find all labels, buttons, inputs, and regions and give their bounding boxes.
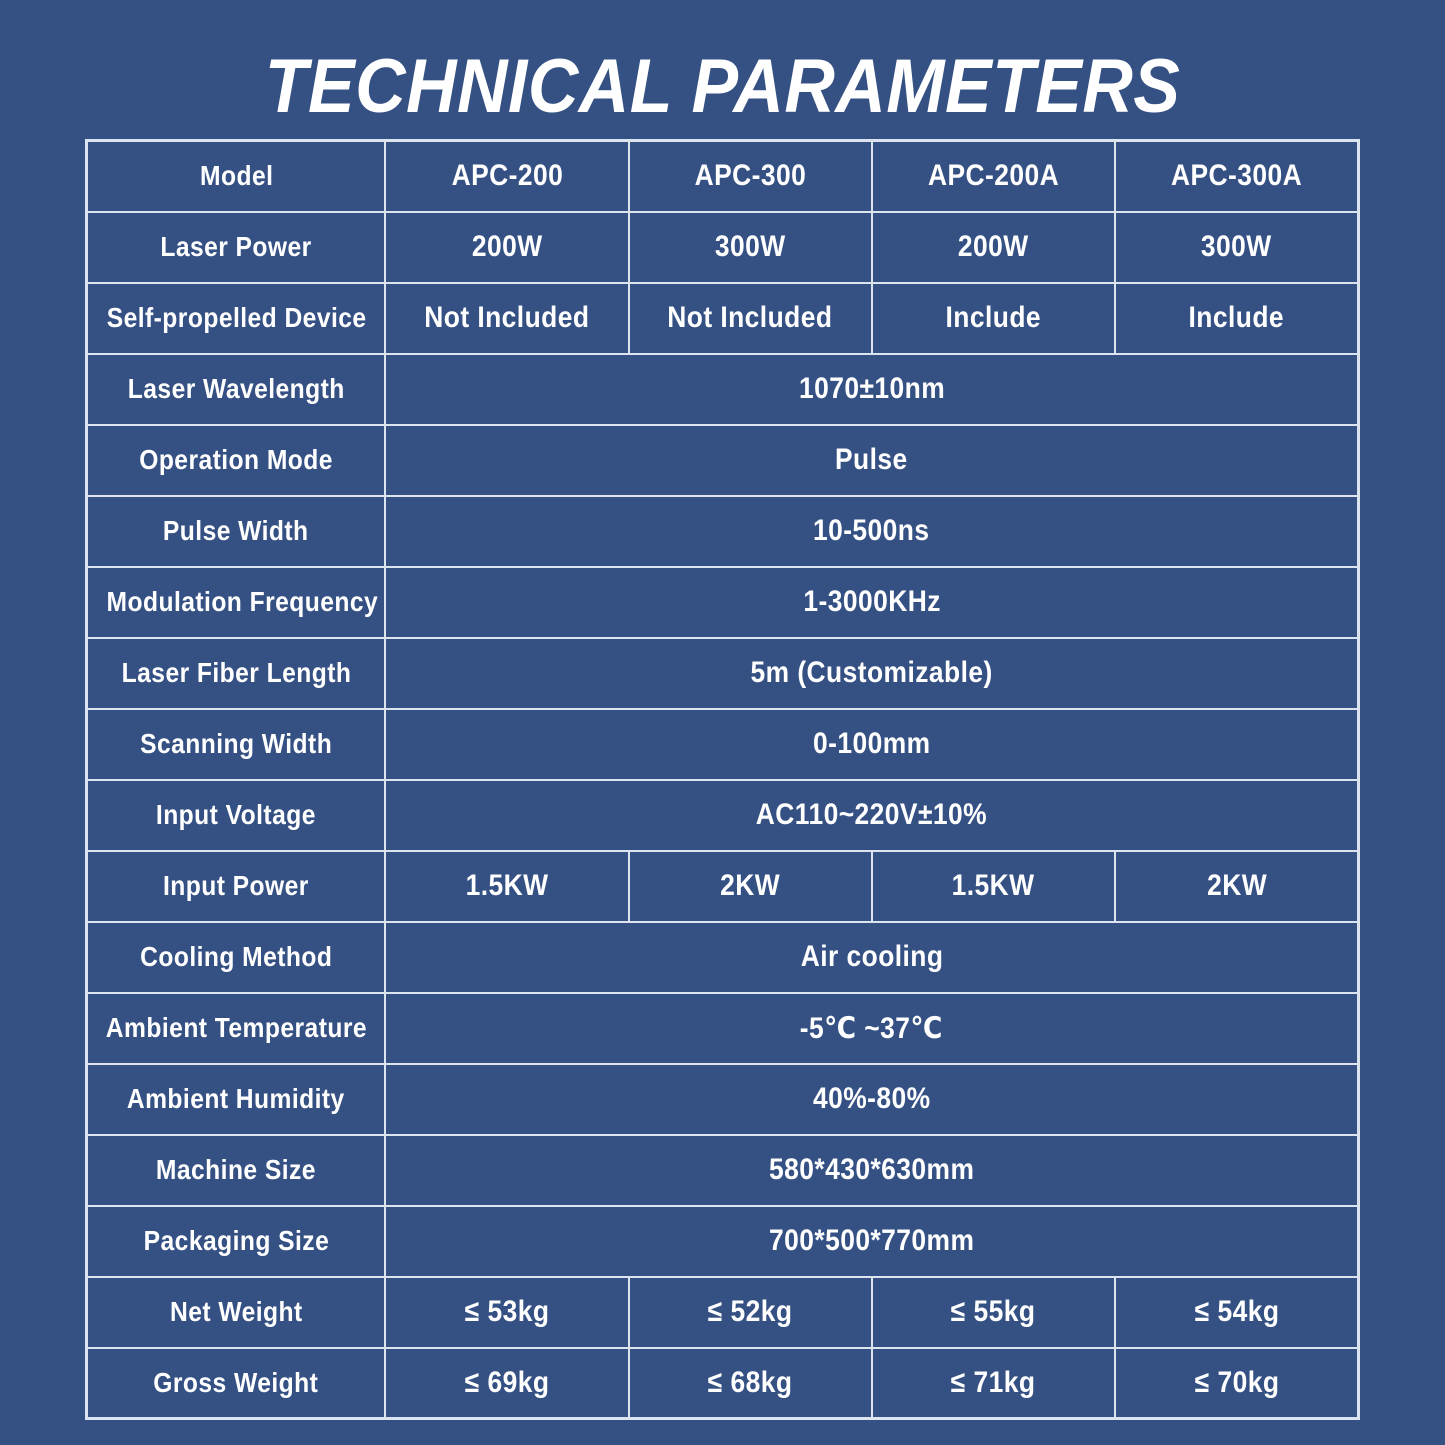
row-label: Gross Weight <box>153 1366 319 1398</box>
row-label: Self-propelled Device <box>106 302 367 333</box>
value-cell <box>1115 212 1358 283</box>
value-cell <box>872 851 1115 922</box>
row-label: Laser Fiber Length <box>121 657 352 688</box>
cell-value: Air cooling <box>800 940 944 973</box>
cell-value: 40%-80% <box>812 1082 931 1115</box>
value-cell <box>872 1348 1115 1419</box>
value-cell <box>629 851 872 922</box>
value-cell-span <box>385 780 1358 851</box>
row-label-cell <box>87 354 386 425</box>
cell-value: ≤ 71kg <box>951 1365 1036 1399</box>
value-cell-span <box>385 1206 1358 1277</box>
cell-value: 1-3000KHz <box>802 585 941 618</box>
row-label-cell <box>87 1135 386 1206</box>
value-cell-span <box>385 567 1358 638</box>
value-cell <box>385 283 628 354</box>
row-label: Model <box>199 160 273 192</box>
row-label-cell <box>87 1064 386 1135</box>
value-cell-span <box>385 1135 1358 1206</box>
row-label: Ambient Humidity <box>127 1083 346 1114</box>
row-label-cell <box>87 1206 386 1277</box>
row-label: Pulse Width <box>163 515 310 546</box>
model-cell <box>872 141 1115 212</box>
row-label: Modulation Frequency <box>106 586 379 617</box>
cell-value: APC-200 <box>451 159 563 193</box>
row-label-cell <box>87 425 386 496</box>
row-label: Packaging Size <box>143 1225 329 1256</box>
value-cell <box>385 851 628 922</box>
value-cell <box>872 1277 1115 1348</box>
row-label: Machine Size <box>156 1154 317 1185</box>
table-row <box>87 1348 1359 1419</box>
value-cell <box>629 212 872 283</box>
value-cell <box>385 212 628 283</box>
cell-value: ≤ 54kg <box>1194 1295 1279 1328</box>
row-label: Laser Wavelength <box>127 373 345 404</box>
table-header-row <box>87 141 1359 212</box>
value-cell <box>385 1277 628 1348</box>
cell-value: APC-300A <box>1171 159 1303 193</box>
table-row <box>87 1206 1359 1277</box>
cell-value: 200W <box>471 230 543 263</box>
value-cell <box>1115 851 1358 922</box>
cell-value: ≤ 55kg <box>951 1295 1036 1328</box>
cell-value: -5℃ ~37℃ <box>800 1011 944 1045</box>
row-label: Scanning Width <box>140 728 333 759</box>
value-cell <box>629 1348 872 1419</box>
cell-value: 200W <box>958 230 1029 263</box>
row-label-cell <box>87 1348 386 1419</box>
table-row <box>87 1277 1359 1348</box>
row-label: Cooling Method <box>140 941 333 972</box>
row-label: Input Voltage <box>156 799 317 830</box>
page-title <box>0 0 1445 139</box>
value-cell-span <box>385 354 1358 425</box>
row-label-cell <box>87 283 386 354</box>
value-cell <box>1115 1348 1358 1419</box>
cell-value: 2KW <box>1206 869 1267 902</box>
value-cell-span <box>385 496 1358 567</box>
cell-value: ≤ 52kg <box>707 1295 793 1328</box>
value-cell <box>872 283 1115 354</box>
table-row <box>87 780 1359 851</box>
cell-value: 300W <box>714 230 786 263</box>
row-label-cell <box>87 709 386 780</box>
cell-value: 580*430*630mm <box>769 1153 975 1186</box>
table-row <box>87 709 1359 780</box>
value-cell-span <box>385 638 1358 709</box>
row-label-cell <box>87 780 386 851</box>
table-row <box>87 638 1359 709</box>
row-label-cell <box>87 922 386 993</box>
value-cell-span <box>385 709 1358 780</box>
table-row <box>87 1064 1359 1135</box>
row-label: Net Weight <box>169 1296 303 1327</box>
cell-value: APC-300 <box>694 159 807 193</box>
row-label-cell <box>87 993 386 1064</box>
table-row <box>87 567 1359 638</box>
cell-value: ≤ 68kg <box>707 1365 793 1399</box>
cell-value: 10-500ns <box>813 514 930 547</box>
table-row <box>87 851 1359 922</box>
cell-value: Pulse <box>835 443 909 476</box>
cell-value: 700*500*770mm <box>769 1224 975 1257</box>
cell-value: 1070±10nm <box>798 372 945 405</box>
value-cell <box>629 283 872 354</box>
value-cell <box>872 212 1115 283</box>
cell-value: Not Included <box>424 301 590 334</box>
row-label: Operation Mode <box>139 444 334 475</box>
table-row <box>87 425 1359 496</box>
cell-value: 1.5KW <box>465 869 549 902</box>
value-cell-span <box>385 425 1358 496</box>
page-title-text: TECHNICAL PARAMETERS <box>264 44 1181 129</box>
cell-value: Not Included <box>667 301 833 334</box>
value-cell-span <box>385 922 1358 993</box>
value-cell-span <box>385 1064 1358 1135</box>
cell-value: AC110~220V±10% <box>756 798 988 831</box>
cell-value: APC-200A <box>927 159 1060 193</box>
cell-value: 1.5KW <box>952 869 1036 902</box>
table-row <box>87 212 1359 283</box>
row-label: Laser Power <box>160 231 312 262</box>
row-label-cell <box>87 567 386 638</box>
cell-value: ≤ 53kg <box>464 1295 550 1328</box>
table-row <box>87 1135 1359 1206</box>
row-label-cell <box>87 638 386 709</box>
model-cell <box>385 141 628 212</box>
model-cell <box>629 141 872 212</box>
cell-value: 300W <box>1201 230 1272 263</box>
row-label-cell <box>87 212 386 283</box>
table-row <box>87 496 1359 567</box>
table-row <box>87 993 1359 1064</box>
table-row <box>87 283 1359 354</box>
row-label-cell <box>87 496 386 567</box>
cell-value: ≤ 69kg <box>464 1365 550 1399</box>
cell-value: Include <box>1188 301 1285 334</box>
cell-value: 2KW <box>720 869 781 902</box>
value-cell <box>385 1348 628 1419</box>
cell-value: 5m (Customizable) <box>750 656 993 689</box>
cell-value: 0-100mm <box>812 727 931 760</box>
table-row <box>87 922 1359 993</box>
row-label-cell <box>87 851 386 922</box>
row-label-cell <box>87 141 386 212</box>
cell-value: ≤ 70kg <box>1194 1365 1279 1399</box>
value-cell <box>1115 283 1358 354</box>
cell-value: Include <box>945 301 1042 334</box>
table-row <box>87 354 1359 425</box>
value-cell <box>629 1277 872 1348</box>
value-cell-span <box>385 993 1358 1064</box>
value-cell <box>1115 1277 1358 1348</box>
row-label: Input Power <box>163 870 310 901</box>
technical-parameters-table <box>85 139 1360 1420</box>
model-cell <box>1115 141 1358 212</box>
row-label: Ambient Temperature <box>105 1012 368 1043</box>
row-label-cell <box>87 1277 386 1348</box>
